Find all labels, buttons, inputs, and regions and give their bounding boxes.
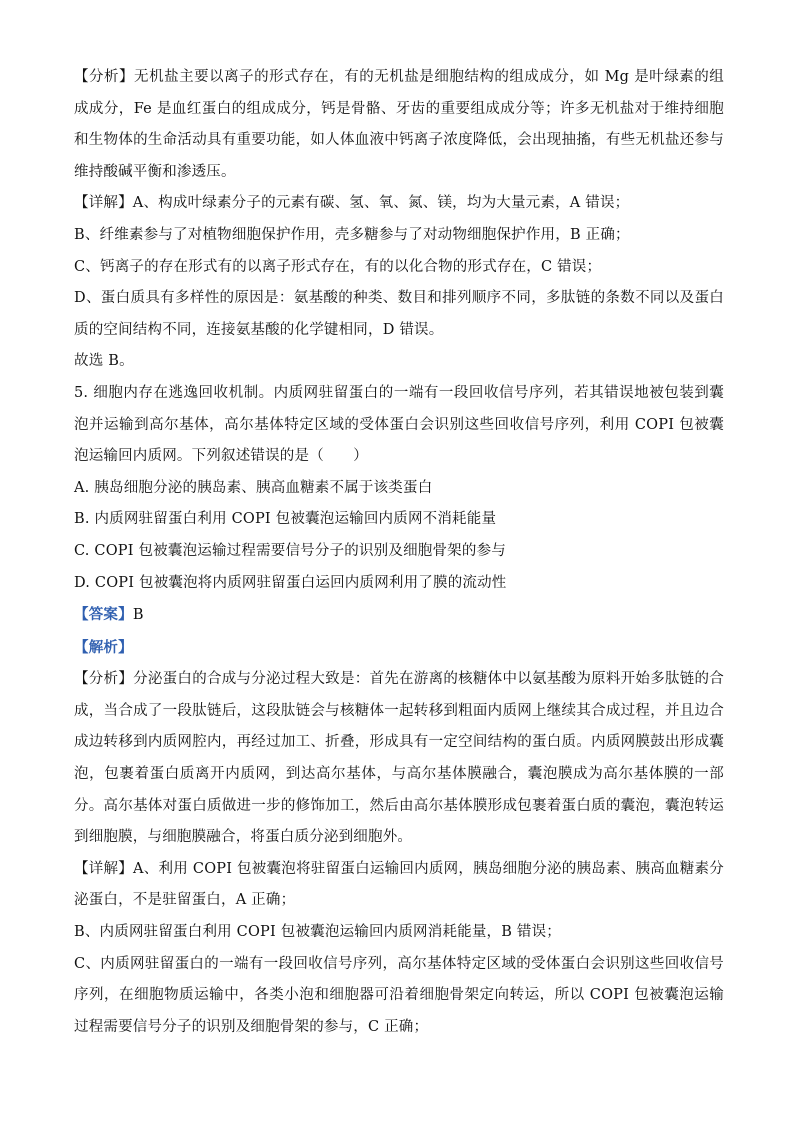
analysis-paragraph-2: 【分析】分泌蛋白的合成与分泌过程大致是：首先在游离的核糖体中以氨基酸为原料开始多肽链的合成，当合成了一段肽链后，这段肽链会与核糖体一起转移到粗面内质网上继续其合成过程，并且边合成边转移到内质网腔内，再经过加工、折叠，形成具有一定空间结构的蛋白质。内质网膜鼓出形成囊泡，包裹着蛋白质离开内质网，到达高尔基体，与高尔基体膜融合，囊泡膜成为高尔基体膜的一部分。高尔基体对蛋白质做进一步的修饰加工，然后由高尔基体膜形成包裹着蛋白质的囊泡，囊泡转运到细胞膜，与细胞膜融合，将蛋白质分泌到细胞外。 [74,671,724,846]
answer-label: 【答案】 [74,606,133,624]
option-a: A. 胰岛细胞分泌的胰岛素、胰高血糖素不属于该类蛋白 [74,479,433,496]
question-5-stem: 5. 细胞内存在逃逸回收机制。内质网驻留蛋白的一端有一段回收信号序列，若其错误地被包装到囊泡并运输到高尔基体，高尔基体特定区域的受体蛋白会识别这些回收信号序列，利用 COPI 包被囊泡运输回内质网。下列叙述错误的是（ ） [74,384,724,465]
option-d: D. COPI 包被囊泡将内质网驻留蛋白运回内质网利用了膜的流动性 [74,574,507,591]
explain-heading [74,632,724,665]
option-c: C. COPI 包被囊泡运输过程需要信号分子的识别及细胞骨架的参与 [74,542,506,559]
answer-value: B [132,607,144,624]
answer-line [74,599,724,632]
detail-line: B、纤维素参与了对植物细胞保护作用，壳多糖参与了对动物细胞保护作用，B 正确； [74,226,630,243]
detail-line: C、内质网驻留蛋白的一端有一段回收信号序列，高尔基体特定区域的受体蛋白会识别这些回收信号序列，在细胞物质运输中，各类小泡和细胞器可沿着细胞骨架定向转运，所以 COPI 包被囊泡运输过程需要信号分子的识别及细胞骨架的参与，C 正确； [74,955,724,1035]
analysis-paragraph-1: 【分析】无机盐主要以离子的形式存在，有的无机盐是细胞结构的组成成分，如 Mg 是叶绿素的组成成分，Fe 是血红蛋白的组成成分，钙是骨骼、牙齿的重要组成成分等；许多无机盐对于维持细胞和生物体的生命活动具有重要功能，如人体血液中钙离子浓度降低，会出现抽搐，有些无机盐还参与维持酸碱平衡和渗透压。 [74,69,724,180]
document-page [74,62,724,1043]
explain-label: 【解析】 [74,638,133,656]
detail-line: 【详解】A、构成叶绿素分子的元素有碳、氢、氧、氮、镁，均为大量元素，A 错误； [74,195,630,212]
detail-line: B、内质网驻留蛋白利用 COPI 包被囊泡运输回内质网消耗能量，B 错误； [74,924,562,941]
conclusion-line: 故选 B。 [74,353,134,370]
detail-line: D、蛋白质具有多样性的原因是：氨基酸的种类、数目和排列顺序不同，多肽链的条数不同以及蛋白质的空间结构不同，连接氨基酸的化学键相同，D 错误。 [74,290,724,338]
detail-line: C、钙离子的存在形式有的以离子形式存在，有的以化合物的形式存在，C 错误； [74,258,602,275]
detail-line: 【详解】A、利用 COPI 包被囊泡将驻留蛋白运输回内质网，胰岛细胞分泌的胰岛素、胰高血糖素分泌蛋白，不是驻留蛋白，A 正确； [74,860,724,909]
option-b: B. 内质网驻留蛋白利用 COPI 包被囊泡运输回内质网不消耗能量 [74,511,497,528]
